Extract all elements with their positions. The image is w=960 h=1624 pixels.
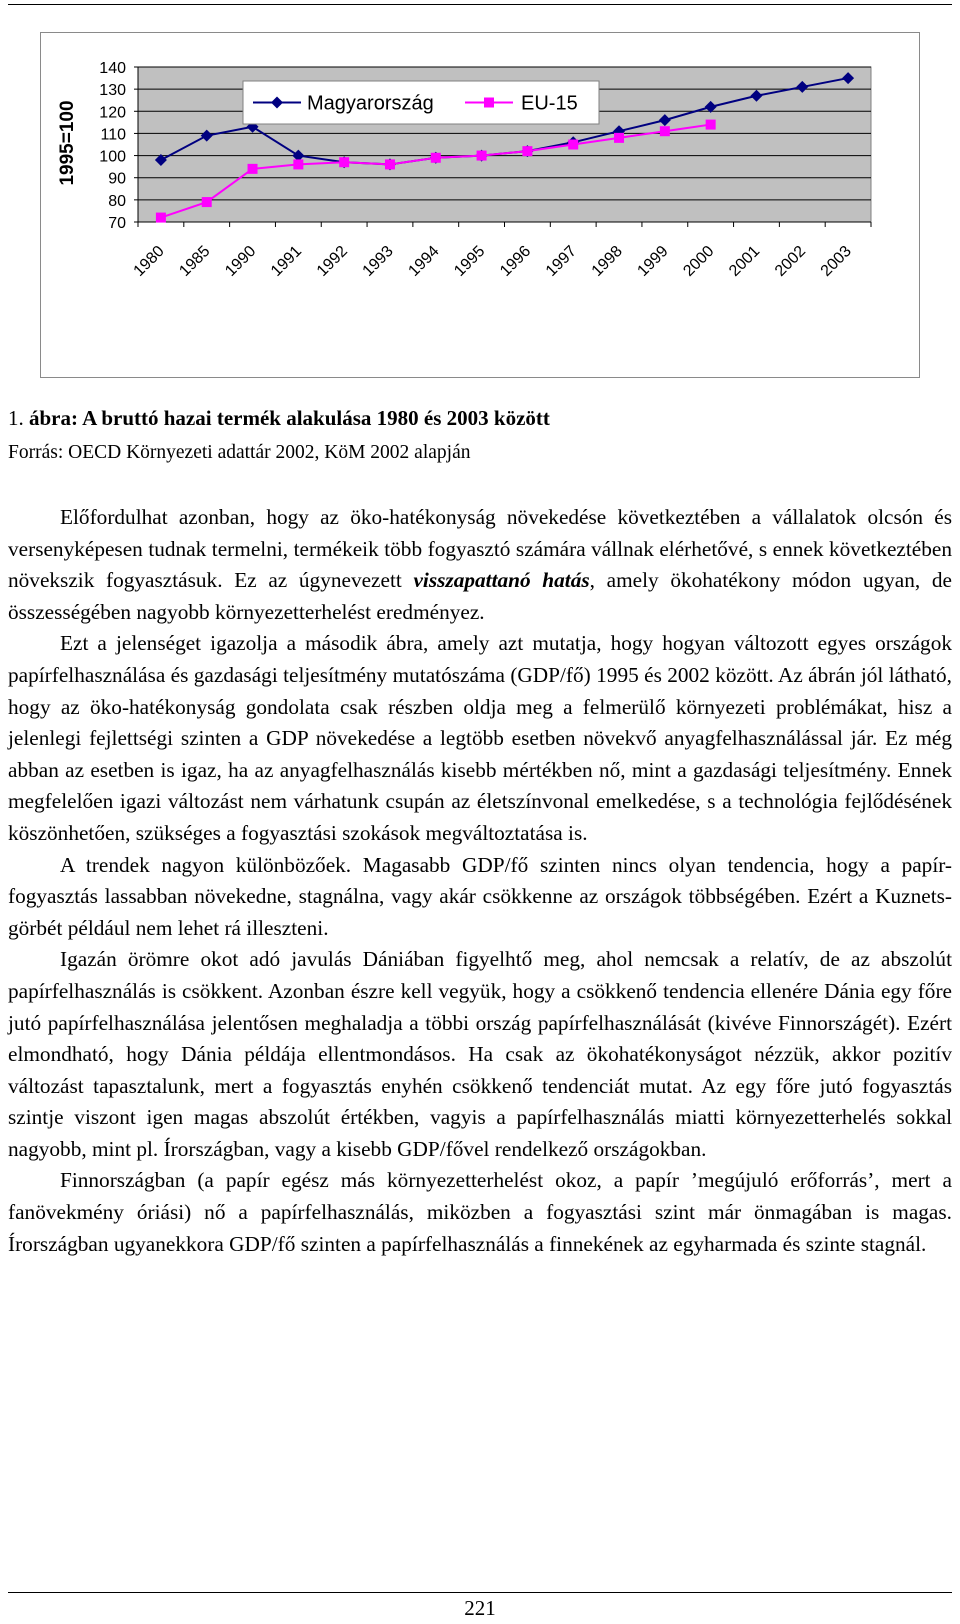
data-point-square	[385, 159, 395, 169]
data-point-square	[477, 151, 487, 161]
figure-title: ábra: A bruttó hazai termék alakulása 1980 és 2003 között	[29, 406, 550, 430]
data-point-square	[568, 140, 578, 150]
y-tick-label: 100	[99, 148, 126, 166]
x-tick-label: 1992	[313, 242, 351, 280]
x-tick-label: 1995	[451, 242, 489, 280]
y-tick-label: 130	[99, 82, 126, 100]
x-tick-label: 1997	[542, 242, 581, 280]
x-tick-label: 1991	[267, 242, 306, 280]
paragraph-1-part-a: Előfordulhat azonban, hogy az öko-hatékonyság növekedése következtében a vállalatok olcsón és versenyképesen tudnak termelni, termékeik több fogyasztó számára vállnak elérhetővé, s ennek következtében növekszik fogyasztásuk. Ez az úgynevezett	[8, 505, 952, 593]
data-point-square	[339, 157, 349, 167]
x-tick-label: 1996	[497, 242, 535, 280]
figure-caption	[8, 406, 550, 431]
chart-svg	[41, 33, 919, 377]
top-rule	[8, 4, 952, 5]
data-point-square	[431, 153, 441, 163]
data-point-square	[293, 159, 303, 169]
emphasis-term: visszapattanó hatás	[413, 568, 590, 593]
paragraph-4: Igazán örömre okot adó javulás Dániában figyelhtő meg, ahol nemcsak a relatív, de az abszolút papírfelhasználás is csökkent. Azonban észre kell vegyük, hogy a csökkenő tendencia ellenére Dánia egy főre jutó papírfelhasználása jelentősen meghaladja a többi ország papírfelhasználását (kivéve Finnországét). Ezért elmondható, hogy Dánia példája ellentmondásos. Ha csak az ökohatékonyságot nézzük, akkor pozitív változást tapasztalunk, mert a fogyasztás enyhén csökkenő tendenciát mutat. Az egy főre jutó fogyasztás szintje viszont igen magas abszolút értékben, vagyis a papírfelhasználás miatti környezetterhelés sokkal nagyobb, mint pl. Írországban, vagy a kisebb GDP/fővel rendelkező országokban.	[8, 947, 952, 1161]
data-point-square	[202, 197, 212, 207]
y-axis-title: 1995=100	[57, 100, 78, 186]
figure-number: 1.	[8, 406, 24, 430]
y-tick-label: 110	[100, 126, 126, 144]
x-tick-label: 1985	[176, 242, 214, 280]
x-tick-label: 2000	[680, 242, 718, 280]
paragraph-1-part-b: , amely ökohatékony módon ugyan, de összességében nagyobb környezetterhelést eredményez.	[8, 568, 952, 624]
y-tick-label: 70	[108, 215, 126, 232]
page-number: 221	[464, 1596, 496, 1620]
x-tick-label: 1999	[634, 242, 672, 280]
x-tick-label: 1998	[588, 242, 626, 280]
body-text	[8, 502, 952, 1260]
x-tick-label: 1990	[222, 242, 260, 280]
y-tick-label: 80	[108, 192, 126, 210]
legend-label-1: Magyarország	[307, 92, 434, 115]
data-point-square	[522, 146, 532, 156]
data-point-square	[660, 126, 670, 136]
paragraph-2: Ezt a jelenséget igazolja a második ábra, amely azt mutatja, hogy hogyan változott egyes országok papírfelhasználása és gazdasági teljesítmény mutatószáma (GDP/fő) 1995 és 2002 között. Az ábrán jól látható, hogy az öko-hatékonyság gondolata csak részben oldja meg a felmerülő környezeti problémákat, hisz a jelenlegi fejlettségi szinten a GDP növekedése a legtöbb esetben növekvő anyagfelhasználással jár. Ez még abban az esetben is igaz, ha az anyagfelhasználás kisebb mértékben nő, mint a gazdasági teljesítmény. Ennek megfelelően igazi változást nem várhatunk csupán az életszínvonal emelkedése, s a technológia fejlődésének köszönhetően, szükséges a fogyasztási szokások megváltoztatása is.	[8, 631, 952, 845]
legend-marker-square	[484, 98, 494, 108]
bottom-rule	[8, 1592, 952, 1593]
y-tick-label: 120	[99, 104, 126, 122]
y-tick-label: 90	[108, 170, 126, 188]
x-tick-label: 1994	[405, 242, 443, 280]
x-tick-label: 1980	[130, 242, 168, 280]
paragraph-5: Finnországban (a papír egész más környezetterhelést okoz, a papír ’megújuló erőforrás’, mert a fanövekmény óriási) nő a papírfelhasználás, miközben a fogyasztási szint már önmagában is magas. Írországban ugyanekkora GDP/fő szinten a papírfelhasználás a finnekének az egyharmada és szinte stagnál.	[8, 1168, 952, 1256]
data-point-square	[156, 213, 166, 223]
y-tick-label: 140	[99, 60, 126, 77]
data-point-square	[248, 164, 258, 174]
x-tick-label: 2002	[771, 242, 810, 280]
gdp-chart	[40, 32, 920, 378]
data-point-square	[706, 120, 716, 130]
figure-source: Forrás: OECD Környezeti adattár 2002, KöM 2002 alapján	[8, 442, 471, 463]
paragraph-3: A trendek nagyon különbözőek. Magasabb GDP/fő szinten nincs olyan tendencia, hogy a papír-fogyasztás lassabban növekedne, stagnálna, vagy akár csökkenne az országok többségében. Ezért a Kuznets-görbét például nem lehet rá illeszteni.	[8, 852, 952, 940]
data-point-square	[614, 133, 624, 143]
legend-label-2: EU-15	[521, 92, 578, 115]
paragraph-1	[8, 502, 952, 628]
x-tick-label: 1993	[359, 242, 397, 280]
x-tick-label: 2001	[726, 242, 764, 280]
x-tick-label: 2003	[817, 242, 855, 280]
